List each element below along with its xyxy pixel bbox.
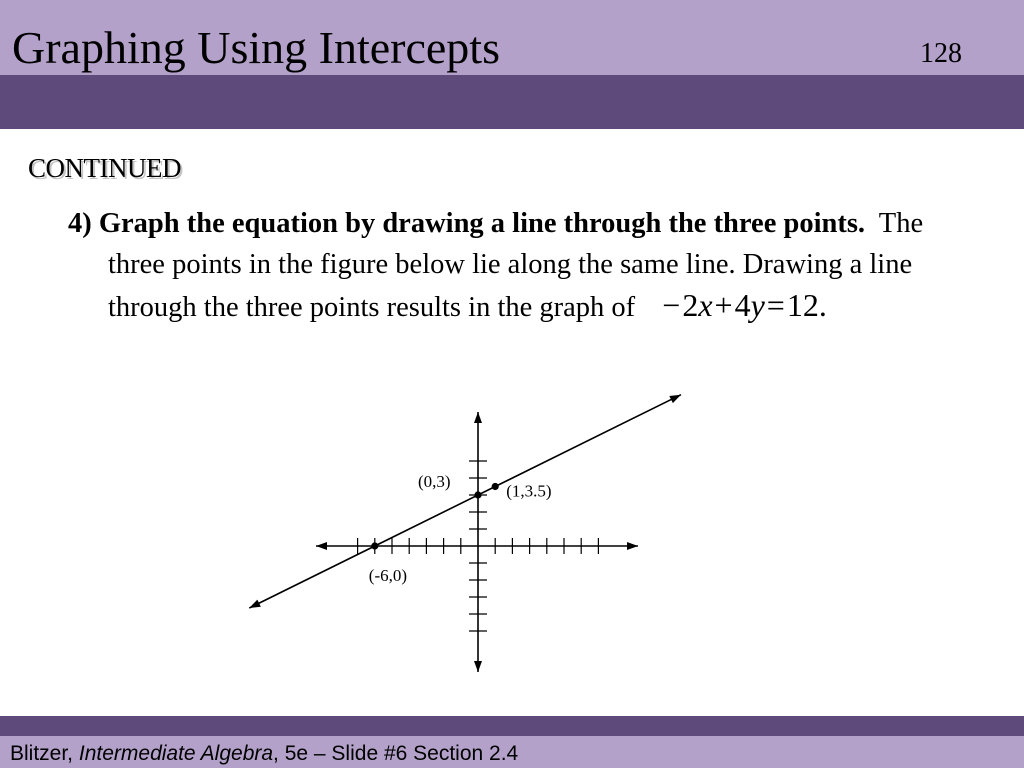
equation-period: . xyxy=(818,287,827,323)
step-text: The three points in the figure below lie along the same line. Drawing a line through the three points results in the graph of xyxy=(108,208,924,323)
equation: −2x+4y=12. xyxy=(662,287,827,323)
x-axis-arrow-right xyxy=(627,542,638,550)
slide-title: Graphing Using Intercepts xyxy=(12,22,500,73)
equation-var-x: x xyxy=(698,287,713,323)
graph-points-layer xyxy=(369,472,552,585)
y-axis-arrow-up xyxy=(474,412,482,423)
equation-var-y: y xyxy=(750,287,765,323)
footer-citation xyxy=(10,741,518,767)
graph-line-arrow-start xyxy=(249,600,261,608)
graph-point-label: (-6,0) xyxy=(368,566,408,585)
x-axis-arrow-left xyxy=(316,542,327,550)
equation-constant: 12 xyxy=(786,287,819,323)
equation-coef-b: 4 xyxy=(734,287,751,323)
step-heading: 4) Graph the equation by drawing a line through the three points. xyxy=(68,208,866,239)
footer-accent-band xyxy=(0,716,1024,736)
y-axis-arrow-down xyxy=(474,661,482,672)
footer-author: Blitzer, xyxy=(10,742,74,765)
graph-line-layer xyxy=(249,395,681,608)
graph-point-label: (1,3.5) xyxy=(506,481,552,501)
graph-line-arrow-end xyxy=(669,395,681,403)
section-label: CONTINUED xyxy=(28,153,181,183)
graph-point xyxy=(474,491,481,498)
footer-book-title: Intermediate Algebra xyxy=(78,742,274,765)
equation-coef-a: 2 xyxy=(682,287,699,323)
axes xyxy=(316,412,638,672)
graph-point-label: (0,3) xyxy=(418,472,451,491)
graph-line xyxy=(249,395,681,608)
footer-details: , 5e – Slide #6 Section 2.4 xyxy=(273,742,519,765)
graph-point xyxy=(371,542,378,549)
slide-number: 128 xyxy=(920,38,962,69)
graph-point xyxy=(492,483,499,490)
